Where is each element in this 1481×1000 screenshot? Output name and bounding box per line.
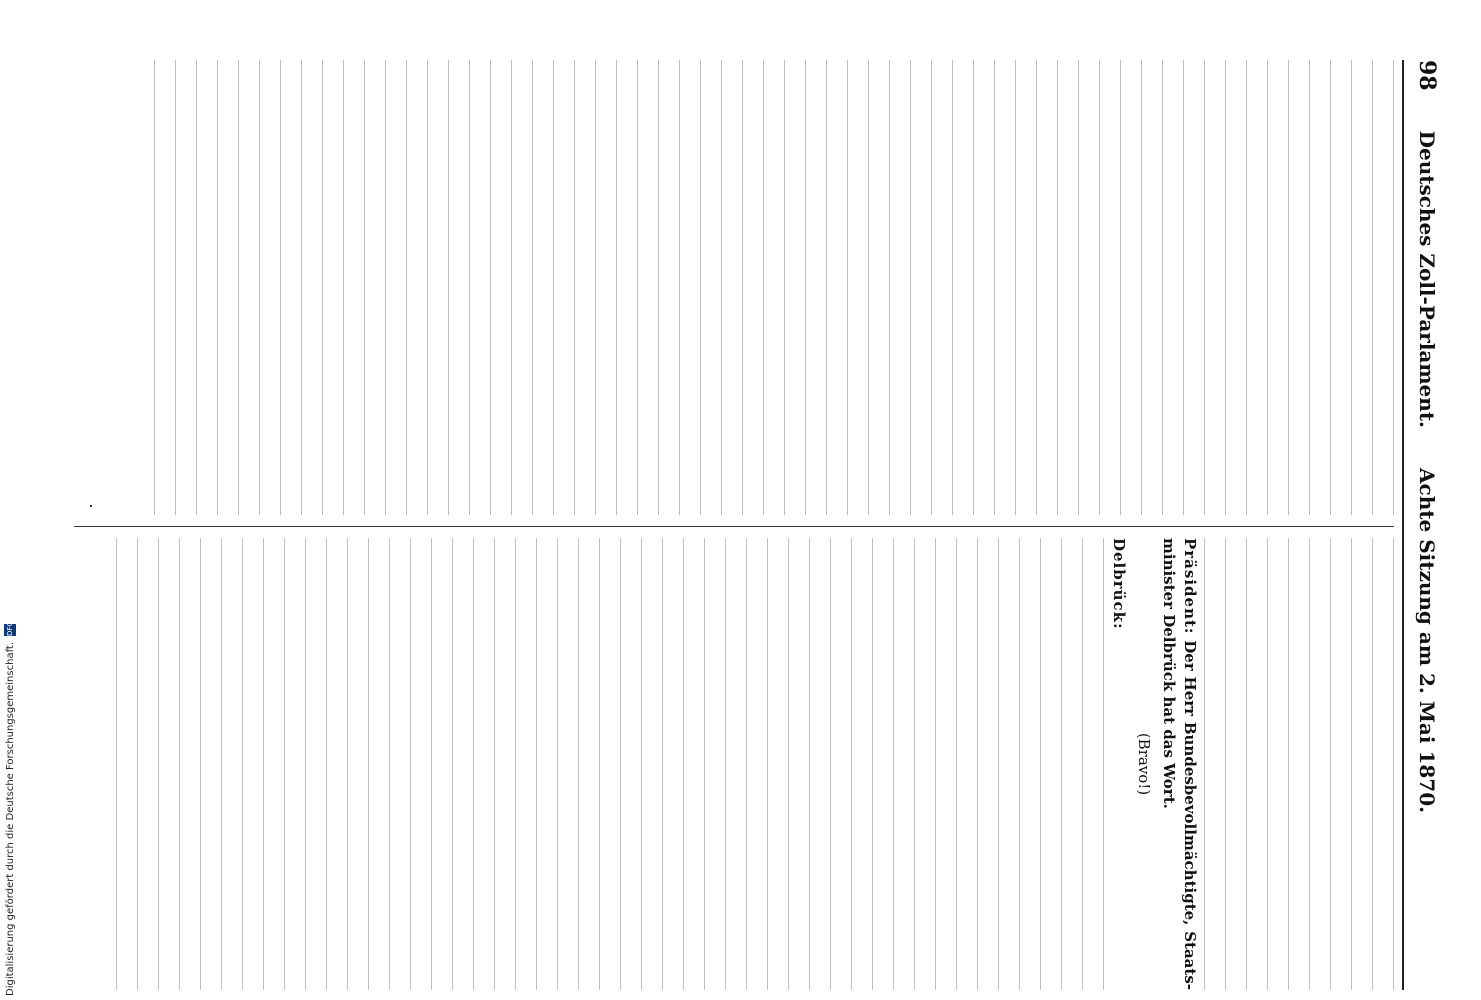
dfg-logo-icon: DFG [6,621,14,636]
header-rule [1402,60,1404,990]
left-column [134,60,1394,515]
page-number: 98 [1414,60,1440,91]
rotated-page [70,60,1440,990]
imprint-text: Digitalisierung gefördert durch die Deutsche Forschungsgemeinschaft. [4,641,16,996]
page-header [1410,60,1440,990]
speech-text [114,538,1104,990]
speaker-heading [1108,538,1129,990]
session-title: Achte Sitzung am 2. Mai 1870. [1415,468,1439,814]
chair-text: Der Herr Bundesbevollmächtigte, Staats-minister Delbrück hat das Wort. [1160,538,1199,990]
right-column-intro-text [1204,538,1394,990]
chair-remark [1158,538,1200,990]
digitization-imprint [4,621,16,996]
left-column-text [134,60,1394,515]
column-divider [74,526,1394,527]
running-title: Deutsches Zoll-Parlament. [1415,130,1439,429]
right-column [114,538,1394,990]
scan-speck [90,505,92,507]
chair-label: Präsident: [1181,538,1199,635]
speaker-label: Delbrück: [1110,538,1128,630]
applause-note: (Bravo!) [1135,732,1153,796]
